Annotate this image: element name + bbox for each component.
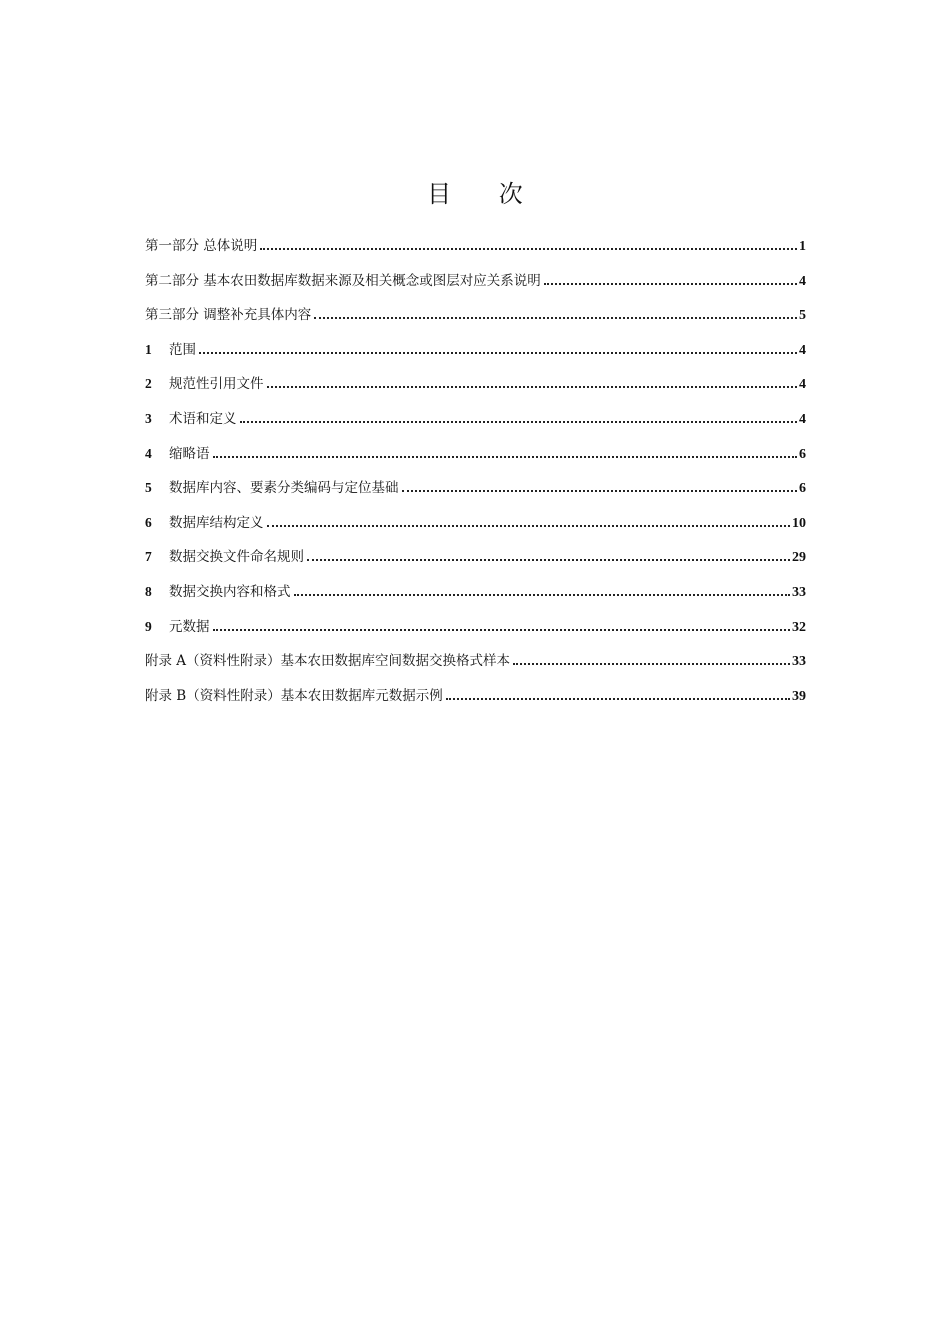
toc-leader-dots: [267, 386, 798, 388]
toc-entry-label: 缩略语: [169, 445, 210, 462]
toc-page-number: 32: [792, 619, 806, 635]
toc-entry-label: 数据库结构定义: [169, 514, 264, 531]
toc-entry-label: 附录 A（资料性附录）基本农田数据库空间数据交换格式样本: [145, 653, 511, 670]
toc-entry-part-3[interactable]: [145, 305, 806, 340]
toc-page-number: 29: [792, 550, 806, 566]
toc-leader-dots: [446, 698, 790, 700]
toc-entry-label: 范围: [169, 341, 196, 358]
toc-entry-section-2[interactable]: [145, 374, 806, 409]
toc-page-number: 6: [799, 481, 806, 497]
toc-section-number: 7: [145, 549, 152, 565]
toc-entry-section-4[interactable]: [145, 444, 806, 479]
toc-leader-dots: [199, 352, 797, 354]
toc-section-number: 8: [145, 583, 152, 599]
toc-entry-section-9[interactable]: [145, 617, 806, 652]
toc-page-number: 4: [799, 411, 806, 427]
toc-page-number: 1: [799, 239, 806, 254]
toc-entry-label: 附录 B（资料性附录）基本农田数据库元数据示例: [145, 687, 443, 704]
toc-entry-label: 第三部分 调整补充具体内容: [145, 307, 312, 324]
toc-leader-dots: [213, 456, 798, 458]
toc-leader-dots: [294, 594, 791, 596]
toc-entry-label: 数据交换文件命名规则: [169, 549, 304, 566]
toc-leader-dots: [213, 629, 791, 631]
toc-section-number: 5: [145, 480, 152, 496]
toc-entry-label: 术语和定义: [169, 410, 237, 427]
toc-section-number: 2: [145, 376, 152, 392]
toc-entry-appendix-a[interactable]: [145, 651, 806, 686]
toc-entry-label: 数据库内容、要素分类编码与定位基础: [169, 480, 399, 497]
toc-section-number: 4: [145, 445, 152, 461]
toc-entry-section-5[interactable]: [145, 478, 806, 513]
toc-entry-section-3[interactable]: [145, 409, 806, 444]
toc-page-number: 39: [792, 688, 806, 704]
toc-page-number: 4: [799, 273, 806, 289]
toc-leader-dots: [314, 317, 797, 319]
toc-section-number: 3: [145, 410, 152, 426]
page-title: 目 次: [427, 180, 543, 208]
toc-entry-label: 元数据: [169, 618, 210, 635]
toc-leader-dots: [307, 559, 790, 561]
toc-leader-dots: [240, 421, 798, 423]
toc-leader-dots: [402, 490, 798, 492]
toc-entry-section-6[interactable]: [145, 513, 806, 548]
toc-entry-label: 第一部分 总体说明: [145, 238, 258, 254]
toc-leader-dots: [267, 525, 791, 527]
toc-entry-section-7[interactable]: [145, 547, 806, 582]
toc-page-number: 33: [792, 654, 806, 670]
toc-page-number: 5: [799, 308, 806, 324]
toc-entry-part-1[interactable]: [145, 236, 806, 271]
toc-section-number: 6: [145, 514, 152, 530]
toc-entry-section-8[interactable]: [145, 582, 806, 617]
toc-entry-part-2[interactable]: [145, 271, 806, 306]
toc-page-number: 4: [799, 342, 806, 358]
toc-entry-appendix-b[interactable]: [145, 686, 806, 721]
toc-leader-dots: [544, 283, 797, 285]
toc-leader-dots: [260, 248, 797, 250]
toc-page-number: 6: [799, 446, 806, 462]
toc-entry-label: 第二部分 基本农田数据库数据来源及相关概念或图层对应关系说明: [145, 272, 541, 289]
table-of-contents: [145, 236, 806, 720]
toc-entry-label: 规范性引用文件: [169, 376, 264, 393]
toc-leader-dots: [513, 663, 790, 665]
toc-page-number: 4: [799, 377, 806, 393]
toc-section-number: 9: [145, 618, 152, 634]
toc-entry-label: 数据交换内容和格式: [169, 583, 291, 600]
toc-page-number: 10: [792, 515, 806, 531]
toc-page-number: 33: [792, 584, 806, 600]
toc-entry-section-1[interactable]: [145, 340, 806, 375]
toc-section-number: 1: [145, 341, 152, 357]
